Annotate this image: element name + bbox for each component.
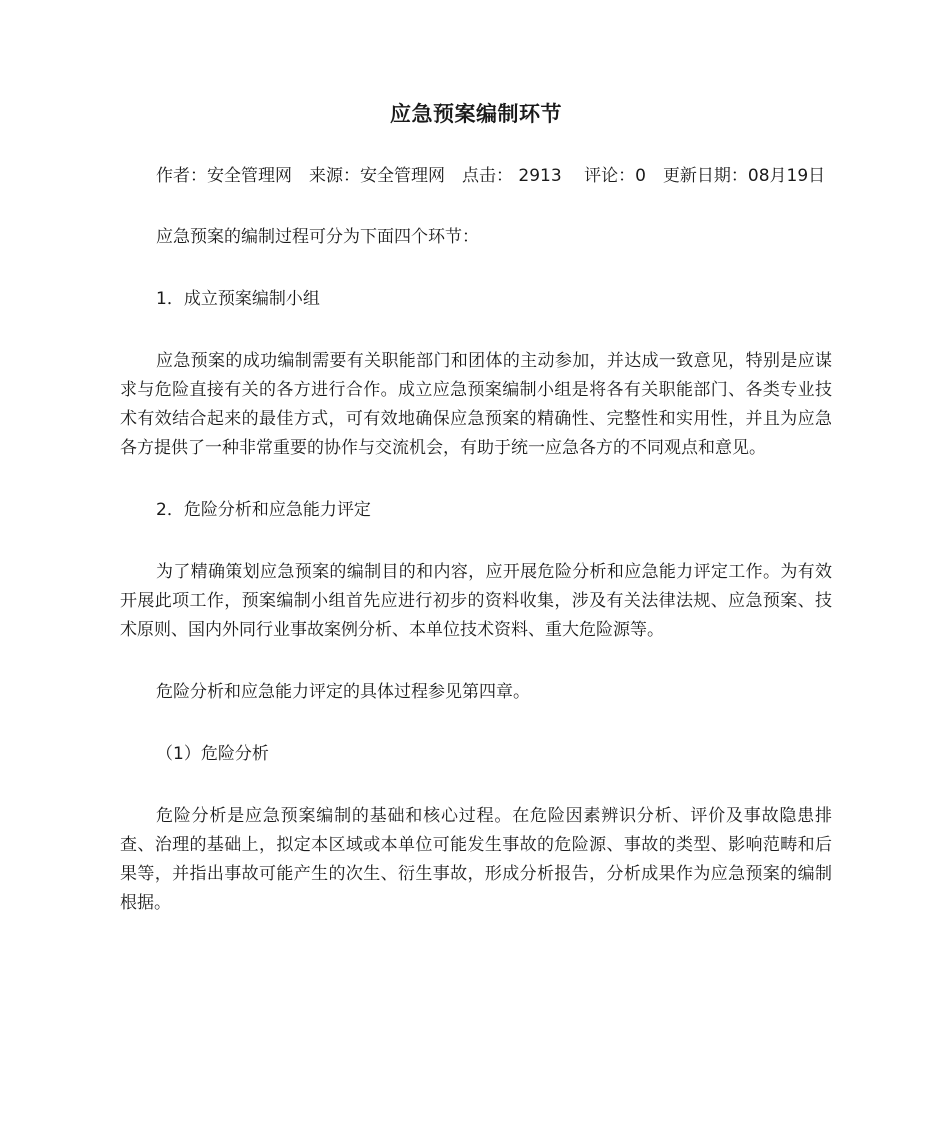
- section-1-paragraph: 应急预案的成功编制需要有关职能部门和团体的主动参加，并达成一致意见，特别是应谋求与危险直接有关的各方进行合作。成立应急预案编制小组是将各有关职能部门、各类专业技术有效结合起来的最佳方式，可有效地确保应急预案的精确性、完整性和实用性，并且为应急各方提供了一种非常重要的协作与交流机会，有助于统一应急各方的不同观点和意见。: [120, 351, 832, 458]
- subsection-1-paragraph: 危险分析是应急预案编制的基础和核心过程。在危险因素辨识分析、评价及事故隐患排查、治理的基础上，拟定本区域或本单位可能发生事故的危险源、事故的类型、影响范畴和后果等，并指出事故可能产生的次生、衍生事故，形成分析报告，分析成果作为应急预案的编制根据。: [120, 806, 832, 913]
- article-meta: 作者：安全管理网 来源：安全管理网 点击： 2913 评论：0 更新日期：08月19日: [156, 166, 826, 186]
- section-2-reference: 危险分析和应急能力评定的具体过程参见第四章。: [156, 682, 530, 702]
- subsection-heading-1: （1）危险分析: [156, 744, 269, 764]
- section-heading-1: 1．成立预案编制小组: [156, 289, 320, 309]
- document-page: [120, 96, 832, 951]
- section-2-paragraph: 为了精确策划应急预案的编制目的和内容，应开展危险分析和应急能力评定工作。为有效开展此项工作，预案编制小组首先应进行初步的资料收集，涉及有关法律法规、应急预案、技术原则、国内外同行业事故案例分析、本单位技术资料、重大危险源等。: [120, 562, 832, 640]
- section-heading-2: 2．危险分析和应急能力评定: [156, 500, 371, 520]
- document-title: 应急预案编制环节: [390, 102, 562, 126]
- intro-paragraph: 应急预案的编制过程可分为下面四个环节：: [156, 227, 479, 247]
